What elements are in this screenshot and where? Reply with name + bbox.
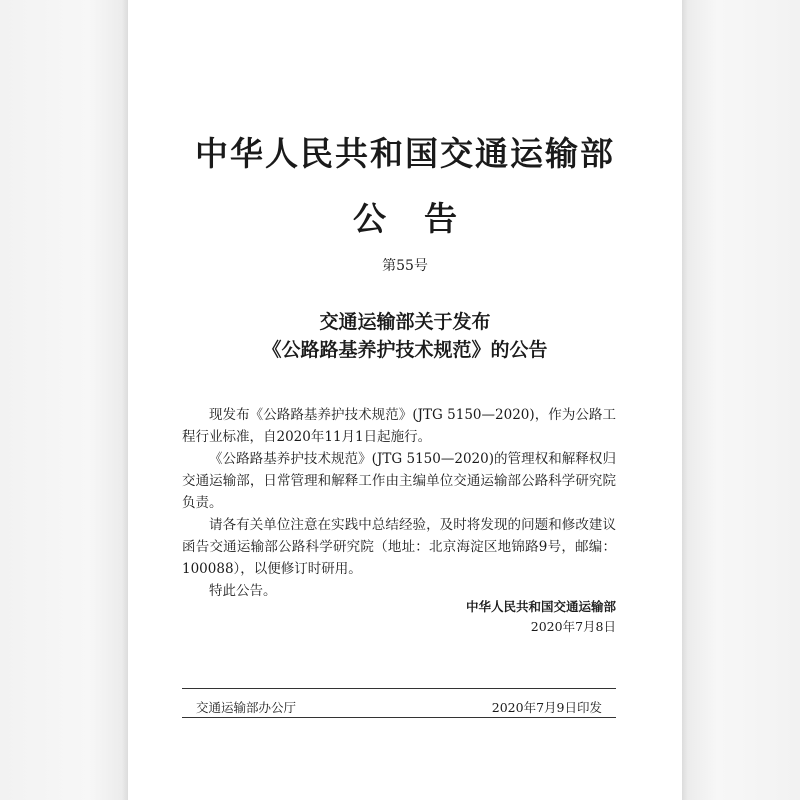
footer-rule-top: [182, 688, 616, 689]
title-line-1: 交通运输部关于发布: [319, 311, 491, 333]
signature-block: [360, 597, 616, 637]
body-paragraph: 特此公告。: [209, 583, 277, 599]
document-body: [182, 404, 616, 602]
body-paragraph: 请各有关单位注意在实践中总结经验，及时将发现的问题和修改建议函告交通运输部公路科学研究院（地址：北京海淀区地锦路9号，邮编：100088），以便修订时研用。: [182, 517, 616, 577]
footer-rule-bottom: [182, 717, 616, 718]
title-line-2: 《公路路基养护技术规范》的公告: [262, 339, 548, 361]
ministry-header: 中华人民共和国交通运输部: [195, 134, 615, 173]
footer: [182, 698, 616, 716]
footer-issuer: 交通运输部办公厅: [196, 700, 297, 715]
signature-org: 中华人民共和国交通运输部: [465, 599, 616, 614]
document-sheet: [128, 0, 682, 800]
document-type: 公告: [353, 199, 495, 238]
page-margin-right: [682, 0, 800, 800]
body-paragraph: 现发布《公路路基养护技术规范》(JTG 5150—2020)，作为公路工程行业标准，自2020年11月1日起施行。: [182, 407, 616, 445]
footer-print-date: 2020年7月9日印发: [491, 700, 602, 715]
signature-date: 2020年7月8日: [530, 619, 616, 634]
page-margin-left: [0, 0, 128, 800]
document-title: [128, 308, 682, 364]
document-number: 第55号: [382, 258, 428, 274]
body-paragraph: 《公路路基养护技术规范》(JTG 5150—2020)的管理权和解释权归交通运输部，日常管理和解释工作由主编单位交通运输部公路科学研究院负责。: [182, 451, 616, 511]
